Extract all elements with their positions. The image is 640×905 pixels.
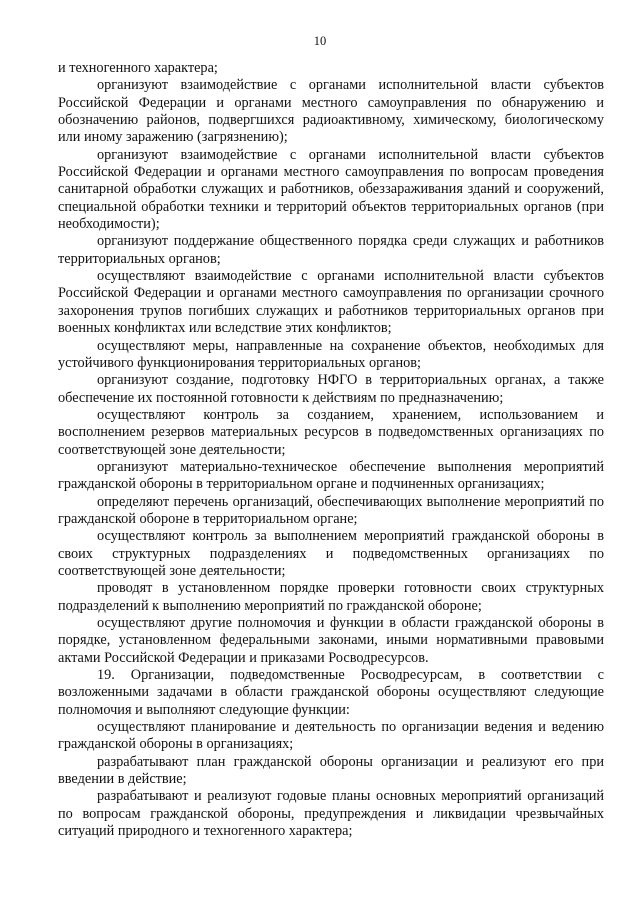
paragraph: проводят в установленном порядке проверки готовности своих структурных подразделений к выполнению мероприятий по гражданской обороне;	[58, 580, 604, 614]
paragraph: осуществляют контроль за выполнением мероприятий гражданской обороны в своих структурных подразделениях и подведомственных организациях по соответствующей зоне деятельности;	[58, 528, 604, 579]
page-number: 10	[313, 34, 327, 48]
paragraph: организуют поддержание общественного порядка среди служащих и работников территориальных органов;	[58, 233, 604, 267]
paragraph: организуют взаимодействие с органами исполнительной власти субъектов Российской Федерации и органами местного самоуправления по обнаружению и обозначению районов, подвергшихся радиоактивному, химическому, биологическому или иному заражению (загрязнению);	[58, 77, 604, 146]
paragraph: осуществляют контроль за созданием, хранением, использованием и восполнением резервов материальных ресурсов в подведомственных организациях по соответствующей зоне деятельности;	[58, 406, 604, 458]
paragraph: разрабатывают план гражданской обороны организации и реализуют его при введении в действие;	[58, 753, 604, 788]
paragraph: организуют материально-техническое обеспечение выполнения мероприятий гражданской обороны в территориальном органе и подчиненных организациях;	[58, 458, 604, 493]
document-body	[58, 60, 604, 840]
paragraph: и техногенного характера;	[58, 60, 218, 76]
paragraph: осуществляют планирование и деятельность по организации ведения и ведению гражданской обороны в организациях;	[58, 719, 604, 753]
paragraph: разрабатывают и реализуют годовые планы основных мероприятий организаций по вопросам гражданской обороны, предупреждения и ликвидации чрезвычайных ситуаций природного и техногенного характера;	[58, 788, 604, 840]
paragraph: определяют перечень организаций, обеспечивающих выполнение мероприятий по гражданской обороне в территориальном органе;	[58, 493, 604, 527]
paragraph: организуют создание, подготовку НФГО в территориальных органах, а также обеспечение их постоянной готовности к действиям по предназначению;	[58, 372, 604, 406]
numbered-paragraph: 19. Организации, подведомственные Росводресурсам, в соответствии с возложенными задачами в области гражданской обороны осуществляют следующие полномочия и выполняют следующие функции:	[58, 667, 604, 718]
paragraph: осуществляют другие полномочия и функции в области гражданской обороны в порядке, установленном федеральными законами, иными нормативными правовыми актами Российской Федерации и приказами Росводресурсов.	[58, 615, 604, 666]
paragraph: осуществляют взаимодействие с органами исполнительной власти субъектов Российской Федерации и органами местного самоуправления по организации срочного захоронения трупов погибших служащих и работников территориальных органов при военных конфликтах или вследствие этих конфликтов;	[58, 268, 604, 337]
paragraph: осуществляют меры, направленные на сохранение объектов, необходимых для устойчивого функционирования территориальных органов;	[58, 337, 604, 371]
paragraph: организуют взаимодействие с органами исполнительной власти субъектов Российской Федерации и органами местного самоуправления по вопросам проведения санитарной обработки служащих и работников, обеззараживания зданий и сооружений, специальной обработки техники и территорий объектов территориальных органов (при необходимости);	[58, 146, 604, 233]
